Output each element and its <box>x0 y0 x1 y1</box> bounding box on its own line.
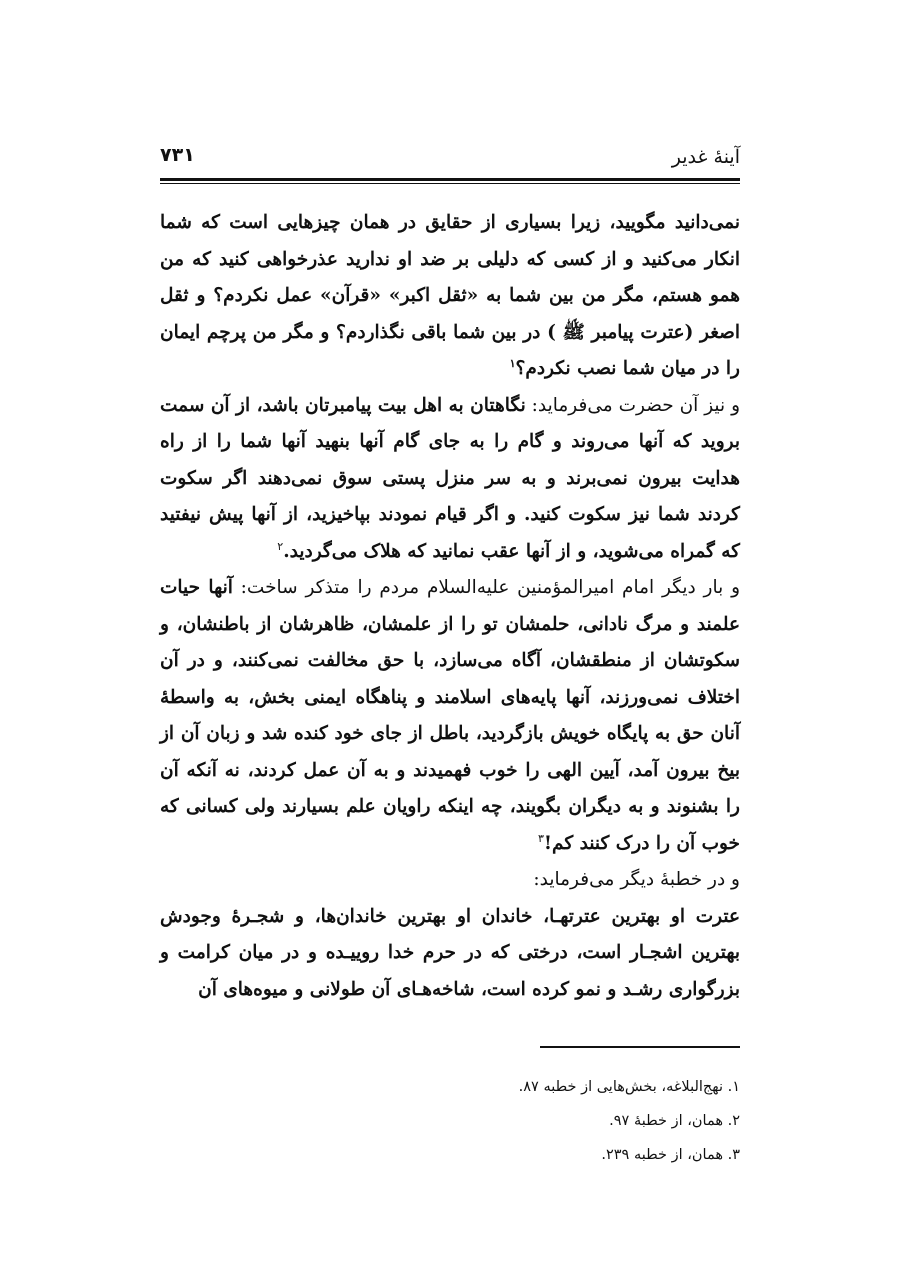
paragraph-1-text: نمی‌دانید مگویید، زیرا بسیاری از حقایق در همان چیزهایی است که شما انکار می‌کنید و از کسی که دلیلی بر ضد او ندارید عذرخواهی کنید که من همو هستم، مگر من بین شما به «ثقل اکبر» «قرآن» عمل نکردم؟ و ثقل اصغر (عترت پیامبر ﷺ ) در بین شما باقی نگذاردم؟ و مگر من پرچم ایمان را در میان شما نصب نکردم؟ <box>160 212 740 379</box>
footnote-3: ۳. همان، از خطبه ۲۳۹. <box>601 1147 740 1163</box>
footnote-ref-2: ۲ <box>277 539 284 553</box>
footnote-ref-3: ۳ <box>538 831 544 845</box>
paragraph-5 <box>160 899 740 1009</box>
paragraph-2 <box>160 388 740 571</box>
paragraph-4-text: و در خطبهٔ دیگر می‌فرماید: <box>533 869 740 890</box>
paragraph-2-intro: و نیز آن حضرت می‌فرماید: <box>525 394 741 416</box>
header-rule-thin <box>160 183 740 184</box>
footnote-ref-1: ۱ <box>509 356 516 370</box>
footnote-1: ۱. نهج‌البلاغه، بخش‌هایی از خطبه ۸۷. <box>518 1079 740 1095</box>
paragraph-4 <box>160 862 740 899</box>
footnote-2: ۲. همان، از خطبهٔ ۹۷. <box>609 1113 740 1129</box>
paragraph-5-text: عترت او بهترین عترتهـا، خاندان او بهترین خاندان‌ها، و شجـرهٔ وجودش بهترین اشجـار است، درختی که در حرم خدا روییـده و در میان کرامت و بزرگواری رشـد و نمو کرده است، شاخه‌هـای آن طولانی و میوه‌های آن <box>160 905 740 1000</box>
header-rule-thick <box>160 178 740 181</box>
paragraph-2-text: نگاهتان به اهل بیت پیامبرتان باشد، از آن سمت بروید که آنها می‌روند و گام را به جای گام آنها بنهید آنها شما را از راه هدایت بیرون نمی‌برند و به سر منزل پستی سوق نمی‌دهند اگر سکوت کردند شما نیز سکوت کنید. و اگر قیام نمودند بپاخیزید، از آنها پیش نیفتید که گمراه می‌شوید، و از آنها عقب نمانید که هلاک می‌گردید. <box>160 394 740 562</box>
body-text <box>160 205 740 1008</box>
book-title: آینهٔ غدیر <box>671 146 740 168</box>
paragraph-3 <box>160 570 740 862</box>
footnote-separator <box>540 1046 740 1048</box>
paragraph-3-intro: و بار دیگر امام امیرالمؤمنین علیه‌السلام مردم را متذکر ساخت: <box>232 577 740 598</box>
page-number: ۷۳۱ <box>160 144 195 166</box>
paragraph-3-text: آنها حیات علمند و مرگ نادانی، حلمشان تو را از علمشان، ظاهرشان از باطنشان، و سکوتشان از منطقشان، آگاه می‌سازد، با حق مخالفت نمی‌کنند، و در آن اختلاف نمی‌ورزند، آنها پایه‌های اسلامند و پناهگاه ایمنی بخش، به واسطهٔ آنان حق به پایگاه خویش بازگردید، باطل از جای خود کنده شد و زبان آن از بیخ بیرون آمد، آیین الهی را خوب فهمیدند و به آن عمل کردند، نه آنکه آن را بشنوند و به دیگران بگویند، چه اینکه راویان علم بسیارند ولی کسانی که خوب آن را درک کنند کم! <box>160 577 741 854</box>
footnotes <box>160 1070 740 1172</box>
running-header <box>160 146 740 180</box>
paragraph-1 <box>160 205 740 388</box>
